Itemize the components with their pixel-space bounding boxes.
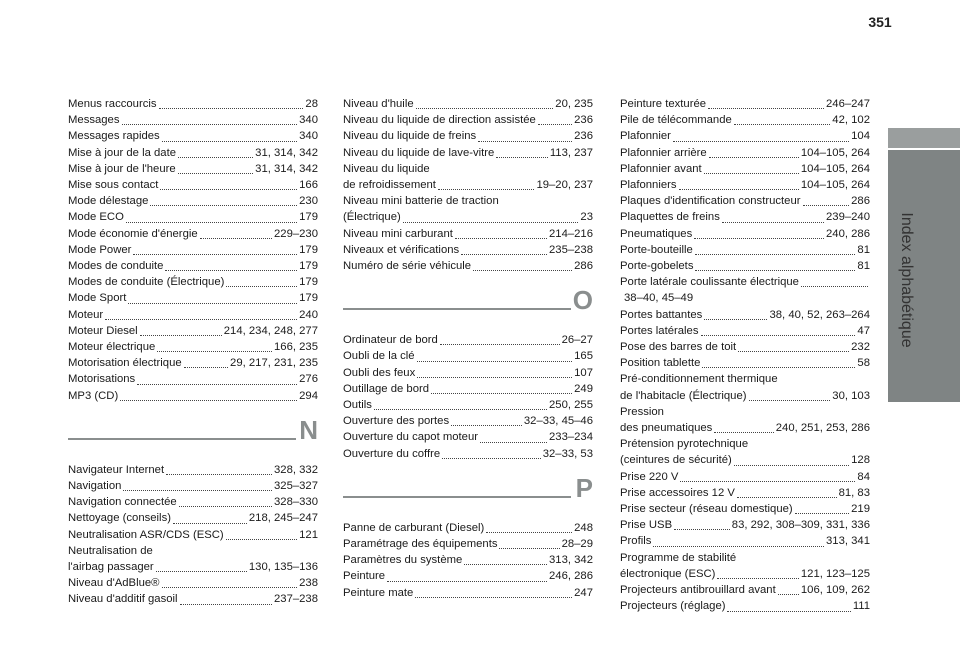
- dot-leader: [673, 127, 849, 142]
- dot-leader: [415, 583, 572, 598]
- dot-leader: [105, 305, 297, 320]
- dot-leader: [717, 564, 798, 579]
- entry-pages: 229–230: [274, 227, 318, 240]
- entry-term: Paramètres du système: [343, 554, 463, 567]
- dot-leader: [416, 94, 554, 109]
- entry-pages: 325–327: [274, 480, 318, 493]
- dot-leader: [803, 191, 850, 206]
- entry-pages: 31, 314, 342: [255, 162, 318, 175]
- entry-pages: 31, 314, 342: [255, 146, 318, 159]
- dot-leader: [200, 224, 272, 239]
- dot-leader: [156, 557, 247, 572]
- entry-term: Oubli de la clé: [343, 350, 415, 363]
- entry-term: Prise accessoires 12 V: [620, 486, 735, 499]
- entry-pages: 29, 217, 231, 235: [230, 357, 318, 370]
- section-letter: P: [575, 472, 593, 503]
- entry-term: Neutralisation ASR/CDS (ESC): [68, 528, 224, 541]
- entry-term: Plafonnier arrière: [620, 146, 707, 159]
- entry-pages: 166, 235: [274, 341, 318, 354]
- entry-term: de refroidissement: [343, 179, 436, 192]
- dot-leader: [226, 525, 297, 540]
- dot-leader: [160, 175, 297, 190]
- dot-leader: [674, 515, 730, 530]
- entry-pages: 249: [574, 382, 593, 395]
- index-entry: [620, 501, 870, 517]
- dot-leader: [179, 492, 272, 507]
- dot-leader: [128, 289, 297, 304]
- entry-term: Ordinateur de bord: [343, 334, 438, 347]
- section-header-p: [343, 472, 593, 510]
- index-entry: [68, 527, 318, 543]
- entry-pages: 238: [299, 577, 318, 590]
- dot-leader: [374, 395, 547, 410]
- dot-leader: [120, 386, 297, 401]
- index-entry: [68, 209, 318, 225]
- index-entry: [343, 258, 593, 274]
- index-column-2: [343, 96, 593, 601]
- section-header-n: [68, 414, 318, 452]
- entry-term: Niveau d'AdBlue®: [68, 577, 160, 590]
- entry-pages: 328–330: [274, 496, 318, 509]
- entry-term: Ouverture du coffre: [343, 447, 441, 460]
- dot-leader: [653, 532, 824, 547]
- entry-pages: 47: [857, 324, 870, 337]
- entry-pages: 240: [299, 308, 318, 321]
- entry-term: Motorisations: [68, 373, 136, 386]
- side-label-container: [870, 160, 942, 400]
- dot-leader: [695, 240, 856, 255]
- entry-term: Niveau du liquide de direction assistée: [343, 114, 536, 127]
- entry-term: Oubli des feux: [343, 366, 416, 379]
- dot-leader: [451, 411, 522, 426]
- side-tab-accent: [888, 128, 960, 148]
- dot-leader: [778, 580, 799, 595]
- index-entry: [343, 128, 593, 144]
- entry-pages: 106, 109, 262: [800, 584, 870, 597]
- entry-pages: 233–234: [549, 431, 593, 444]
- entry-term: Plafonnier avant: [620, 162, 702, 175]
- dot-leader: [150, 191, 297, 206]
- entry-term: Projecteurs (réglage): [620, 600, 726, 613]
- entry-term: MP3 (CD): [68, 389, 119, 402]
- entry-pages: 340: [299, 130, 318, 143]
- dot-leader: [708, 94, 824, 109]
- entry-pages: 246–247: [826, 98, 870, 110]
- entry-term: l'airbag passager: [68, 561, 154, 574]
- entry-pages: 104–105, 264: [800, 162, 870, 175]
- dot-leader: [455, 224, 547, 239]
- entry-pages: 248: [574, 521, 593, 534]
- entry-term: Pile de télécommande: [620, 114, 732, 127]
- entry-term: Projecteurs antibrouillard avant: [620, 584, 776, 597]
- entry-pages: 42, 102: [832, 114, 870, 127]
- entry-pages: 179: [299, 276, 318, 289]
- dot-leader: [162, 127, 297, 142]
- entry-pages: 219: [851, 503, 870, 516]
- entry-pages: 235–238: [549, 243, 593, 256]
- entry-pages: 111: [852, 600, 870, 613]
- dot-leader: [126, 208, 297, 223]
- entry-pages: 130, 135–136: [248, 561, 318, 574]
- index-entry: [620, 388, 870, 404]
- entry-term: Pose des barres de toit: [620, 341, 737, 354]
- dot-leader: [734, 451, 849, 466]
- entry-term: Prise secteur (réseau domestique): [620, 503, 793, 516]
- entry-pages: 30, 103: [832, 389, 870, 402]
- entry-pages: 23: [580, 211, 593, 224]
- entry-pages: 230: [299, 195, 318, 208]
- entry-pages: 28–29: [561, 538, 593, 551]
- entry-pages: 246, 286: [549, 570, 593, 583]
- entry-pages: 121: [299, 528, 318, 541]
- dot-leader: [738, 337, 849, 352]
- dot-leader: [795, 499, 849, 514]
- entry-term: Navigateur Internet: [68, 463, 165, 476]
- dot-leader: [737, 483, 837, 498]
- dot-leader: [679, 175, 799, 190]
- entry-pages: 32–33, 45–46: [523, 415, 593, 428]
- index-entry: [620, 420, 870, 436]
- dot-leader: [133, 240, 297, 255]
- entry-pages: 166: [299, 179, 318, 192]
- dot-leader: [704, 305, 767, 320]
- dot-leader: [680, 467, 855, 482]
- entry-term: Peinture texturée: [620, 98, 707, 110]
- entry-pages: 214, 234, 248, 277: [223, 324, 318, 337]
- dot-leader: [496, 143, 548, 158]
- dot-leader: [478, 127, 572, 142]
- entry-term: Messages: [68, 114, 120, 127]
- dot-leader: [440, 330, 560, 345]
- entry-term-continued: Niveau du liquide: [343, 162, 430, 175]
- entry-term: Motorisation électrique: [68, 357, 182, 370]
- dot-leader: [714, 418, 773, 433]
- dot-leader: [162, 573, 298, 588]
- entry-term: Outillage de bord: [343, 382, 430, 395]
- entry-pages: 113, 237: [549, 146, 593, 159]
- entry-pages: 218, 245–247: [248, 512, 318, 525]
- entry-term: Mode Power: [68, 243, 132, 256]
- dot-leader: [702, 353, 855, 368]
- entry-term: Niveau du liquide de freins: [343, 130, 477, 143]
- entry-term: Porte-gobelets: [620, 260, 694, 273]
- entry-pages: 239–240: [826, 211, 870, 224]
- section-divider: [343, 308, 571, 310]
- entry-pages: 179: [299, 243, 318, 256]
- entry-term-continued: Niveau mini batterie de traction: [343, 195, 499, 208]
- entry-pages: 104–105, 264: [800, 179, 870, 192]
- index-entry: [343, 413, 593, 429]
- index-entry: [343, 177, 593, 193]
- entry-term: Moteur Diesel: [68, 324, 138, 337]
- dot-leader: [173, 509, 247, 524]
- dot-leader: [431, 379, 572, 394]
- entry-term: Numéro de série véhicule: [343, 260, 472, 273]
- dot-leader: [704, 159, 799, 174]
- entry-pages: 328, 332: [274, 463, 318, 476]
- entry-term: Prise 220 V: [620, 470, 679, 483]
- index-entry: [620, 566, 870, 582]
- entry-pages: 19–20, 237: [536, 179, 593, 192]
- entry-pages: 286: [574, 260, 593, 273]
- dot-leader: [749, 386, 831, 401]
- entry-pages: 250, 255: [549, 399, 593, 412]
- entry-term: Menus raccourcis: [68, 98, 157, 110]
- entry-pages: 20, 235: [555, 98, 593, 110]
- dot-leader: [727, 597, 850, 612]
- entry-term: Panne de carburant (Diesel): [343, 521, 485, 534]
- entry-pages: 294: [299, 389, 318, 402]
- entry-term-continued: Pression: [620, 405, 664, 418]
- entry-pages: 236: [574, 114, 593, 127]
- dot-leader: [461, 240, 547, 255]
- entry-term: Mise à jour de la date: [68, 146, 177, 159]
- entry-term: Mode Sport: [68, 292, 127, 305]
- dot-leader: [417, 347, 573, 362]
- entry-term: (ceintures de sécurité): [620, 454, 732, 467]
- entry-term: Plaquettes de freins: [620, 211, 720, 224]
- entry-pages-continued: 38–40, 45–49: [624, 292, 694, 305]
- dot-leader: [123, 476, 272, 491]
- entry-pages: 179: [299, 211, 318, 224]
- entry-term: Messages rapides: [68, 130, 160, 143]
- entry-term: Mise à jour de l'heure: [68, 162, 176, 175]
- section-divider: [68, 438, 296, 440]
- entry-term: (Électrique): [343, 211, 401, 224]
- dot-leader: [178, 143, 253, 158]
- index-entry: [343, 585, 593, 601]
- index-entry: [620, 274, 870, 290]
- index-entry: [620, 598, 870, 614]
- dot-leader: [159, 94, 304, 109]
- dot-leader: [140, 321, 222, 336]
- dot-leader: [701, 321, 856, 336]
- dot-leader: [694, 224, 824, 239]
- entry-term: Plafonniers: [620, 179, 677, 192]
- entry-pages: 81: [857, 260, 870, 273]
- entry-pages: 236: [574, 130, 593, 143]
- dot-leader: [166, 460, 272, 475]
- entry-term: Niveau d'huile: [343, 98, 414, 110]
- section-letter: N: [299, 414, 318, 445]
- entry-term: Moteur électrique: [68, 341, 156, 354]
- entry-pages: 84: [857, 470, 870, 483]
- entry-pages: 179: [299, 292, 318, 305]
- entry-pages: 107: [574, 366, 593, 379]
- entry-pages: 26–27: [561, 334, 593, 347]
- section-divider: [343, 496, 571, 498]
- dot-leader: [480, 428, 547, 443]
- entry-pages: 81, 83: [838, 486, 870, 499]
- dot-leader: [801, 272, 868, 287]
- dot-leader: [538, 110, 572, 125]
- dot-leader: [178, 159, 254, 174]
- dot-leader: [387, 567, 547, 582]
- entry-pages: 83, 292, 308–309, 331, 336: [731, 519, 870, 532]
- dot-leader: [486, 518, 572, 533]
- dot-leader: [180, 590, 272, 605]
- dot-leader: [417, 363, 572, 378]
- entry-term: Navigation connectée: [68, 496, 177, 509]
- section-letter: O: [572, 285, 593, 316]
- entry-term: Mode ECO: [68, 211, 124, 224]
- entry-pages: 104–105, 264: [800, 146, 870, 159]
- dot-leader: [473, 256, 572, 271]
- entry-term: Niveau du liquide de lave-vitre: [343, 146, 495, 159]
- entry-term: Pneumatiques: [620, 227, 693, 240]
- entry-term: Portes battantes: [620, 308, 703, 321]
- entry-term-continued: Pré-conditionnement thermique: [620, 373, 778, 386]
- entry-term: Moteur: [68, 308, 104, 321]
- entry-pages: 38, 40, 52, 263–264: [769, 308, 870, 321]
- side-label: Index alphabétique: [898, 212, 915, 348]
- entry-pages: 237–238: [274, 593, 318, 606]
- entry-term: électronique (ESC): [620, 567, 716, 580]
- entry-term: Prise USB: [620, 519, 673, 532]
- index-entry: [620, 355, 870, 371]
- entry-pages: 240, 251, 253, 286: [775, 422, 870, 435]
- entry-pages: 247: [574, 586, 593, 599]
- entry-pages: 286: [851, 195, 870, 208]
- index-column-1: [68, 96, 318, 608]
- entry-term: Porte latérale coulissante électrique: [620, 276, 799, 289]
- index-entry: [68, 388, 318, 404]
- entry-term-continued: Neutralisation de: [68, 544, 153, 557]
- entry-pages: 240, 286: [826, 227, 870, 240]
- dot-leader: [695, 256, 855, 271]
- entry-pages: 313, 341: [826, 535, 870, 548]
- entry-pages: 104: [851, 130, 870, 143]
- entry-pages: 128: [851, 454, 870, 467]
- entry-term: Peinture: [343, 570, 386, 583]
- entry-pages: 179: [299, 260, 318, 273]
- entry-term: Niveau mini carburant: [343, 227, 453, 240]
- index-column-3: [620, 96, 870, 615]
- entry-term: Position tablette: [620, 357, 701, 370]
- dot-leader: [438, 175, 535, 190]
- dot-leader: [734, 110, 831, 125]
- entry-term: Plaques d'identification constructeur: [620, 195, 801, 208]
- entry-pages: 81: [857, 243, 870, 256]
- entry-pages: 313, 342: [549, 554, 593, 567]
- entry-term: Nettoyage (conseils): [68, 512, 171, 525]
- entry-term: Niveau d'additif gasoil: [68, 593, 178, 606]
- entry-term: Navigation: [68, 480, 122, 493]
- entry-term: Mise sous contact: [68, 179, 159, 192]
- entry-term: des pneumatiques: [620, 422, 713, 435]
- dot-leader: [442, 444, 541, 459]
- entry-term: Mode économie d'énergie: [68, 227, 198, 240]
- dot-leader: [165, 256, 297, 271]
- entry-term: Paramétrage des équipements: [343, 538, 498, 551]
- dot-leader: [226, 272, 297, 287]
- entry-pages: 276: [299, 373, 318, 386]
- entry-pages: 165: [574, 350, 593, 363]
- entry-pages: 28: [305, 98, 318, 110]
- dot-leader: [122, 110, 298, 125]
- index-entry: [343, 145, 593, 161]
- dot-leader: [499, 534, 559, 549]
- entry-term: Portes latérales: [620, 324, 699, 337]
- entry-pages: 340: [299, 114, 318, 127]
- entry-pages: 58: [857, 357, 870, 370]
- dot-leader: [403, 208, 579, 223]
- entry-term: Outils: [343, 399, 372, 412]
- entry-term: Mode délestage: [68, 195, 149, 208]
- entry-term-continued: Prétension pyrotechnique: [620, 438, 749, 451]
- entry-term: Plafonnier: [620, 130, 671, 143]
- dot-leader: [184, 353, 228, 368]
- entry-term: Peinture mate: [343, 586, 414, 599]
- entry-pages: 232: [851, 341, 870, 354]
- entry-term: Modes de conduite: [68, 260, 164, 273]
- dot-leader: [157, 337, 272, 352]
- index-entry: [620, 533, 870, 549]
- dot-leader: [464, 550, 547, 565]
- page-number: 351: [868, 14, 892, 30]
- entry-term: Porte-bouteille: [620, 243, 693, 256]
- dot-leader: [137, 370, 297, 385]
- index-entry: [68, 591, 318, 607]
- entry-term: Ouverture des portes: [343, 415, 450, 428]
- entry-term-continued: Programme de stabilité: [620, 551, 737, 564]
- entry-pages: 214–216: [549, 227, 593, 240]
- entry-term: Ouverture du capot moteur: [343, 431, 479, 444]
- entry-pages: 32–33, 53: [542, 447, 593, 460]
- entry-pages: 121, 123–125: [800, 567, 870, 580]
- entry-term: Profils: [620, 535, 652, 548]
- section-header-o: [343, 285, 593, 322]
- dot-leader: [722, 208, 824, 223]
- entry-term: Modes de conduite (Électrique): [68, 276, 225, 289]
- index-entry: [343, 446, 593, 462]
- entry-term: Niveaux et vérifications: [343, 243, 460, 256]
- dot-leader: [709, 143, 799, 158]
- entry-term: de l'habitacle (Électrique): [620, 389, 747, 402]
